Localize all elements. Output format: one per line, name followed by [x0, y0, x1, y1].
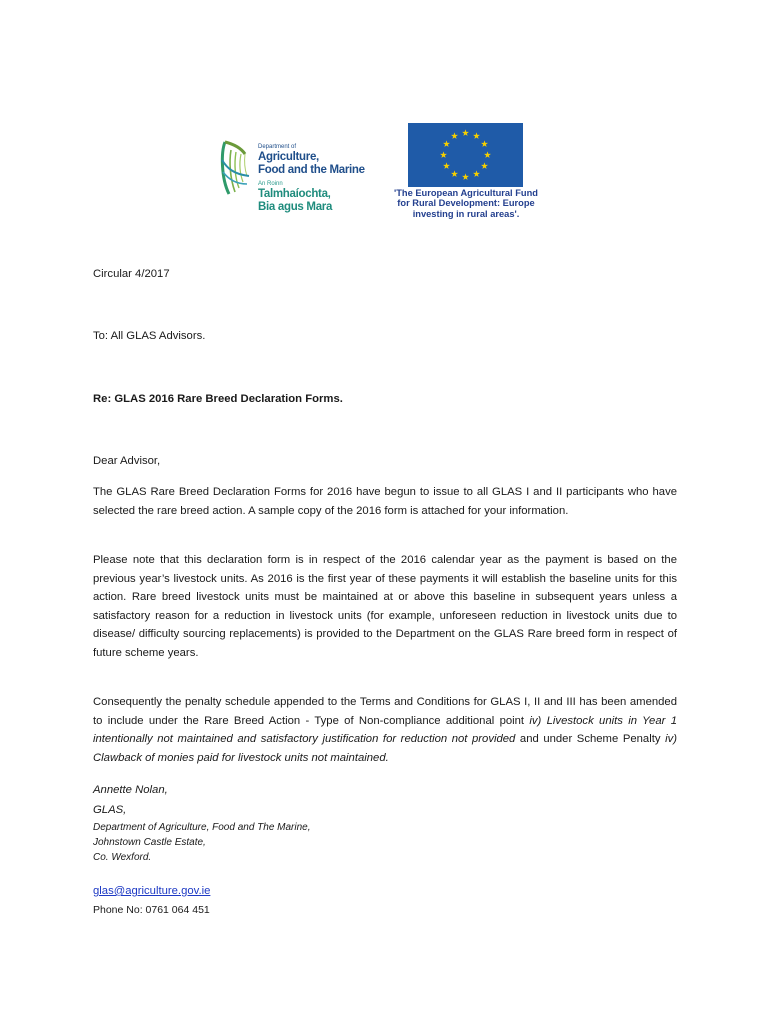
dafm-name-ga-2: Bia agus Mara: [258, 201, 333, 214]
dafm-logo: [219, 136, 369, 222]
dafm-roinn: An Roinn: [258, 181, 283, 188]
phone-number: Phone No: 0761 064 451: [93, 904, 210, 916]
paragraph-3-text-2: and under Scheme Penalty: [515, 733, 666, 746]
paragraph-3-text-1: Consequently the penalty schedule appended to the Terms and Conditions for GLAS I, II and III has been amended to include under the Rare Breed Action - Type of Non-compliance additional point: [93, 696, 677, 727]
subject-line: Re: GLAS 2016 Rare Breed Declaration Forms.: [93, 393, 343, 405]
signatory-name: Annette Nolan,: [93, 784, 168, 796]
address-line-2: Co. Wexford.: [93, 852, 152, 863]
circular-number: Circular 4/2017: [93, 268, 170, 280]
harp-emblem-icon: [219, 138, 257, 196]
recipient-line: To: All GLAS Advisors.: [93, 330, 206, 342]
dafm-name-en-2: Food and the Marine: [258, 164, 365, 177]
dafm-name-en-1: Agriculture,: [258, 151, 319, 163]
dafm-name-ga-1: Talmhaíochta,: [258, 188, 331, 201]
signatory-department: Department of Agriculture, Food and The Marine,: [93, 822, 311, 833]
dafm-dept-of: Department of: [258, 144, 297, 150]
paragraph-1: The GLAS Rare Breed Declaration Forms for 2016 have begun to issue to all GLAS I and II participants who have selected the rare breed action. A sample copy of the 2016 form is attached for your information.: [93, 486, 677, 517]
email-link[interactable]: glas@agriculture.gov.ie: [93, 885, 211, 897]
eu-flag: [408, 123, 523, 187]
paragraph-3-italic-1: iv) Livestock units in Year 1 intentionally not maintained and satisfactory justification for reduction not provided: [93, 714, 677, 746]
eu-caption-line-2: for Rural Development: Europe: [397, 198, 535, 209]
salutation: Dear Advisor,: [93, 455, 161, 467]
eu-caption-line-1: 'The European Agricultural Fund: [394, 188, 538, 198]
paragraph-3-italic-2: iv) Clawback of monies paid for livestock units not maintained.: [93, 733, 677, 764]
paragraph-3: [93, 693, 677, 767]
eu-caption: [376, 188, 556, 219]
paragraph-2: Please note that this declaration form is in respect of the 2016 calendar year as the payment is based on the previous year’s livestock units. As 2016 is the first year of these payments it will establish the baseline units for this action. Rare breed livestock units must be maintained at or above this baseline in subsequent years unless a satisfactory reason for a reduction in livestock units (for example, unforeseen reduction in livestock units due to disease/ difficulty sourcing replacements) is provided to the Department on the GLAS Rare breed form in respect of future scheme years.: [93, 554, 677, 659]
signatory-unit: GLAS,: [93, 804, 127, 816]
address-line-1: Johnstown Castle Estate,: [93, 837, 206, 848]
eu-stars-icon: [408, 123, 523, 187]
eu-caption-line-3: investing in rural areas'.: [412, 208, 520, 219]
